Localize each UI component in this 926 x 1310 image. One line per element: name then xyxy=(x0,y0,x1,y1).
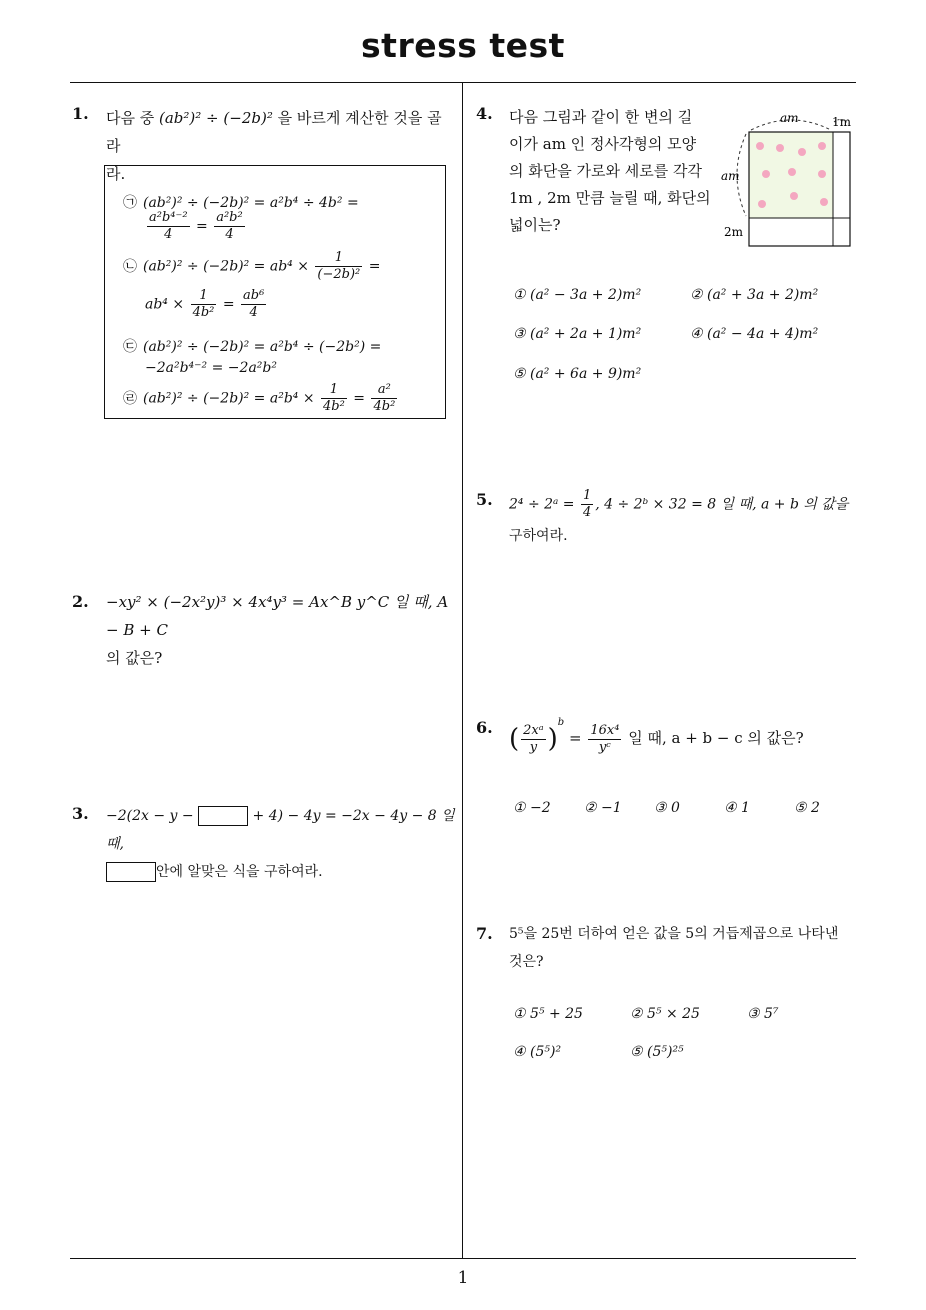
choice-1[interactable]: ① 5⁵ + 25 xyxy=(513,1006,583,1022)
choice-4[interactable]: ④ (a² − 4a + 4)m² xyxy=(690,326,819,342)
fraction-numerator: ab⁶ xyxy=(243,288,265,303)
choice-3[interactable]: ③ 0 xyxy=(654,800,680,816)
answer-blank-box xyxy=(198,806,248,826)
option-label: ㉠ xyxy=(123,195,137,211)
question-text xyxy=(509,104,719,239)
fraction-denominator: 4 xyxy=(249,305,258,320)
q2-line-1: −xy² × (−2x²y)³ × 4x⁴y³ = Ax^B y^C 일 때, A − B + C xyxy=(106,593,449,639)
q2-line-2: 의 값은? xyxy=(106,649,163,667)
choice-1[interactable]: ① −2 xyxy=(513,800,551,816)
fraction-denominator: 4b² xyxy=(323,399,345,414)
question-number: 7. xyxy=(476,924,493,943)
q4-line: 다음 그림과 같이 한 변의 길 xyxy=(509,108,693,126)
q1-text-c: 라. xyxy=(106,165,126,183)
q4-line: 넓이는? xyxy=(509,216,561,234)
option-3 xyxy=(123,336,381,356)
label-corner: 1m xyxy=(832,115,852,129)
option-line: (ab²)² ÷ (−2b)² = a²b⁴ × xyxy=(143,390,315,407)
exponent: b xyxy=(557,717,565,728)
fraction-denominator: 4b² xyxy=(373,399,396,414)
options-box xyxy=(104,165,446,419)
choice-2[interactable]: ② 5⁵ × 25 xyxy=(630,1006,700,1022)
q3-line-1b: + 4) − 4y = −2x − 4y − 8 일 때, xyxy=(106,808,455,852)
question-number: 1. xyxy=(72,104,89,123)
label-top: am xyxy=(780,111,799,125)
option-line: ab⁴ × xyxy=(145,296,185,313)
choice-5[interactable]: ⑤ (5⁵)²⁵ xyxy=(630,1044,684,1060)
equals-sign: = xyxy=(222,296,235,313)
option-label: ㉢ xyxy=(123,339,137,355)
page-number: 1 xyxy=(457,1268,469,1288)
choice-2[interactable]: ② −1 xyxy=(584,800,622,816)
q4-line: 1m , 2m 만큼 늘릴 때, 화단의 xyxy=(509,189,711,207)
q3-line-2: 안에 알맞은 식을 구하여라. xyxy=(156,864,323,880)
option-line: (ab²)² ÷ (−2b)² = a²b⁴ ÷ 4b² = xyxy=(143,195,359,211)
question-text xyxy=(509,488,865,551)
fraction-denominator: yᶜ xyxy=(598,739,611,755)
q5-line-1a: 2⁴ ÷ 2ᵃ = xyxy=(509,496,575,513)
choice-2[interactable]: ② (a² + 3a + 2)m² xyxy=(690,287,819,303)
choice-1[interactable]: ① (a² − 3a + 2)m² xyxy=(513,287,642,303)
option-1-line2 xyxy=(145,210,247,243)
option-3-line2 xyxy=(145,360,277,376)
choice-5[interactable]: ⑤ (a² + 6a + 9)m² xyxy=(513,366,642,382)
option-label: ㉣ xyxy=(123,390,137,407)
choice-3[interactable]: ③ 5⁷ xyxy=(747,1006,779,1022)
fraction-numerator: 16x⁴ xyxy=(590,722,620,738)
choice-4[interactable]: ④ (5⁵)² xyxy=(513,1044,562,1060)
label-left: am xyxy=(721,169,740,183)
equals-sign: = xyxy=(368,258,381,275)
option-2-line2 xyxy=(145,288,268,321)
question-text xyxy=(106,802,462,886)
fraction-numerator: 1 xyxy=(321,382,347,399)
fraction-numerator: 1 xyxy=(191,288,217,305)
option-2 xyxy=(123,250,380,283)
q5-line-2: 구하여라. xyxy=(509,528,568,544)
fraction-numerator: 1 xyxy=(315,250,362,267)
fraction-numerator: 2xᵃ xyxy=(523,722,544,738)
option-line: (ab²)² ÷ (−2b)² = ab⁴ × xyxy=(143,258,309,275)
fraction-denominator: 4 xyxy=(582,505,592,520)
q3-line-1a: −2(2x − y − xyxy=(106,808,194,824)
fraction-denominator: 4b² xyxy=(192,305,215,320)
fraction-denominator: y xyxy=(529,739,538,755)
q5-line-1b: , 4 ÷ 2ᵇ × 32 = 8 일 때, a + b 의 값을 xyxy=(595,496,849,513)
fraction-numerator: a²b² xyxy=(216,210,243,225)
q4-line: 이가 am 인 정사각형의 모양 xyxy=(509,135,697,153)
fraction-numerator: 1 xyxy=(582,488,592,503)
q6-tail: 일 때, a + b − c 의 값은? xyxy=(628,729,804,747)
choice-3[interactable]: ③ (a² + 2a + 1)m² xyxy=(513,326,642,342)
equals-sign: = xyxy=(196,218,208,235)
question-number: 4. xyxy=(476,104,493,123)
question-number: 2. xyxy=(72,592,89,611)
question-text xyxy=(106,588,458,672)
fraction-numerator: a² xyxy=(371,382,397,399)
q1-expression: (ab²)² ÷ (−2b)² xyxy=(159,109,273,127)
page-title: stress test xyxy=(361,26,565,65)
option-line: (ab²)² ÷ (−2b)² = a²b⁴ ÷ (−2b²) = xyxy=(143,339,382,355)
fraction-denominator: (−2b)² xyxy=(317,267,361,282)
option-1 xyxy=(123,192,359,212)
question-number: 6. xyxy=(476,718,493,737)
option-line: −2a²b⁴⁻² = −2a²b² xyxy=(145,360,277,376)
choice-4[interactable]: ④ 1 xyxy=(724,800,750,816)
q1-text-a: 다음 중 xyxy=(106,109,160,127)
question-number: 5. xyxy=(476,490,493,509)
equals-sign: = xyxy=(353,390,366,407)
column-divider xyxy=(462,82,463,1258)
choice-5[interactable]: ⑤ 2 xyxy=(794,800,820,816)
bottom-rule xyxy=(70,1258,856,1259)
option-4 xyxy=(123,382,399,415)
label-bottom: 2m xyxy=(724,225,744,239)
top-rule xyxy=(70,82,856,83)
fraction-denominator: 4 xyxy=(164,227,173,242)
q7-line-1: 5⁵을 25번 더하여 얻은 값을 5의 거듭제곱으로 나타낸 xyxy=(509,926,839,942)
fraction-numerator: a²b⁴⁻² xyxy=(149,210,188,225)
question-text xyxy=(509,920,865,976)
q7-line-2: 것은? xyxy=(509,954,544,970)
question-text: ( $\frac{\text{2xᵃ}}{y}$ )$^b$ = $\frac{\text{16x⁴}}{\text{yᶜ}}$ 일 때, a + b − c 의 값은? xyxy=(509,717,804,755)
q1-text-b: 을 바르게 계산한 것을 골라 xyxy=(106,109,442,155)
option-label: ㉡ xyxy=(123,258,137,275)
question-number: 3. xyxy=(72,804,89,823)
fraction-denominator: 4 xyxy=(225,227,234,242)
garden-figure xyxy=(718,108,858,250)
q4-line: 의 화단을 가로와 세로를 각각 xyxy=(509,162,702,180)
answer-blank-box xyxy=(106,862,156,882)
